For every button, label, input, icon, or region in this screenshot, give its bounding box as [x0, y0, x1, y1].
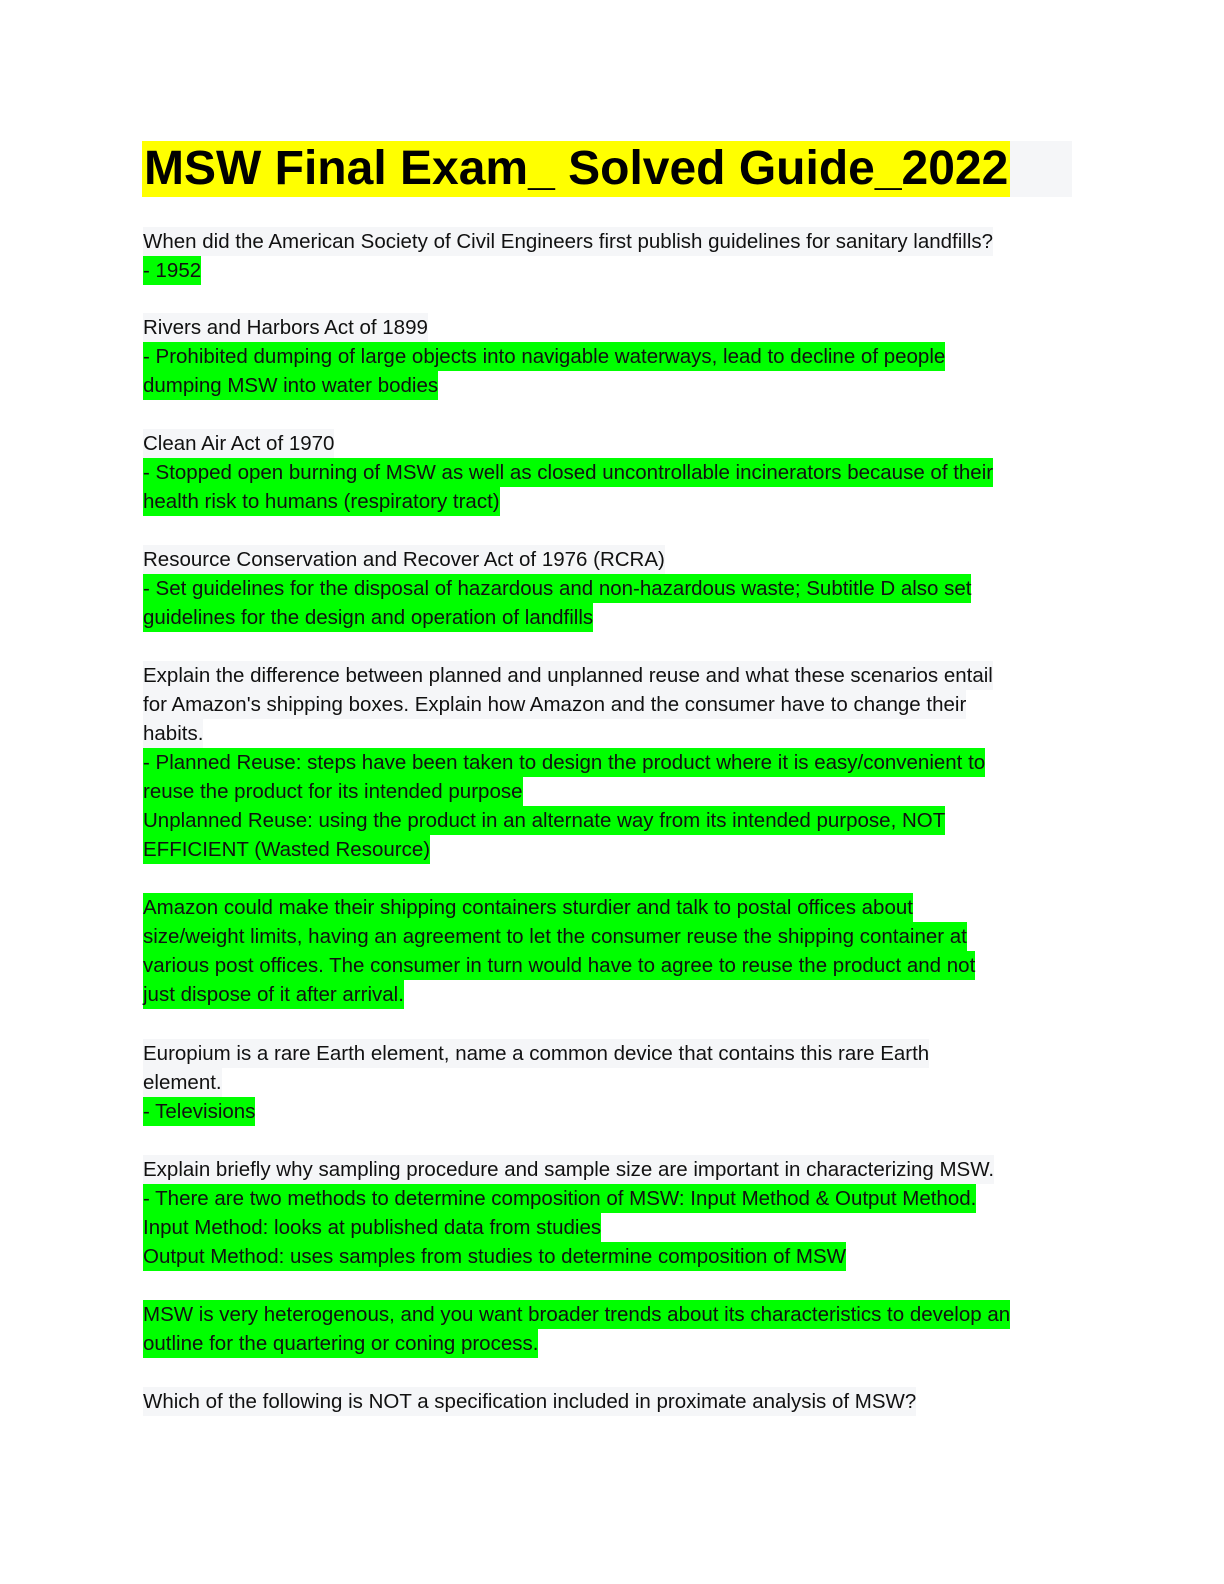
answer-line: health risk to humans (respiratory tract) [143, 487, 500, 516]
answer-line: - Prohibited dumping of large objects into navigable waterways, lead to decline of people [143, 342, 945, 371]
question-line: Explain the difference between planned and unplanned reuse and what these scenarios entail [143, 661, 993, 690]
answer-line: just dispose of it after arrival. [143, 980, 404, 1009]
answer-line: dumping MSW into water bodies [143, 371, 438, 400]
question-line: Explain briefly why sampling procedure and sample size are important in characterizing MSW. [143, 1155, 994, 1184]
answer-line: Input Method: looks at published data from studies [143, 1213, 601, 1242]
question-line: Clean Air Act of 1970 [143, 429, 334, 458]
question-line: Resource Conservation and Recover Act of 1976 (RCRA) [143, 545, 665, 574]
answer-line: - There are two methods to determine composition of MSW: Input Method & Output Method. [143, 1184, 976, 1213]
answer-line: - Set guidelines for the disposal of hazardous and non-hazardous waste; Subtitle D also set [143, 574, 971, 603]
answer-line: - 1952 [143, 256, 201, 285]
answer-line: Output Method: uses samples from studies to determine composition of MSW [143, 1242, 846, 1271]
question-line: for Amazon's shipping boxes. Explain how Amazon and the consumer have to change their [143, 690, 966, 719]
answer-line: Unplanned Reuse: using the product in an alternate way from its intended purpose, NOT [143, 806, 945, 835]
answer-line: guidelines for the design and operation of landfills [143, 603, 593, 632]
answer-line: various post offices. The consumer in turn would have to agree to reuse the product and not [143, 951, 975, 980]
answer-line: MSW is very heterogenous, and you want broader trends about its characteristics to develop an [143, 1300, 1010, 1329]
answer-line: Amazon could make their shipping containers sturdier and talk to postal offices about [143, 893, 913, 922]
question-line: element. [143, 1068, 222, 1097]
question-line: When did the American Society of Civil Engineers first publish guidelines for sanitary landfills? [143, 227, 993, 256]
answer-line: - Stopped open burning of MSW as well as closed uncontrollable incinerators because of their [143, 458, 993, 487]
answer-line: outline for the quartering or coning process. [143, 1329, 538, 1358]
question-line: Europium is a rare Earth element, name a common device that contains this rare Earth [143, 1039, 929, 1068]
question-line: Rivers and Harbors Act of 1899 [143, 313, 428, 342]
answer-line: size/weight limits, having an agreement to let the consumer reuse the shipping container at [143, 922, 967, 951]
answer-line: EFFICIENT (Wasted Resource) [143, 835, 430, 864]
answer-line: reuse the product for its intended purpose [143, 777, 523, 806]
answer-line: - Planned Reuse: steps have been taken to design the product where it is easy/convenient to [143, 748, 985, 777]
question-line: Which of the following is NOT a specification included in proximate analysis of MSW? [143, 1387, 916, 1416]
answer-line: - Televisions [143, 1097, 255, 1126]
question-line: habits. [143, 719, 203, 748]
document-title: MSW Final Exam_ Solved Guide_2022 [144, 142, 1009, 195]
